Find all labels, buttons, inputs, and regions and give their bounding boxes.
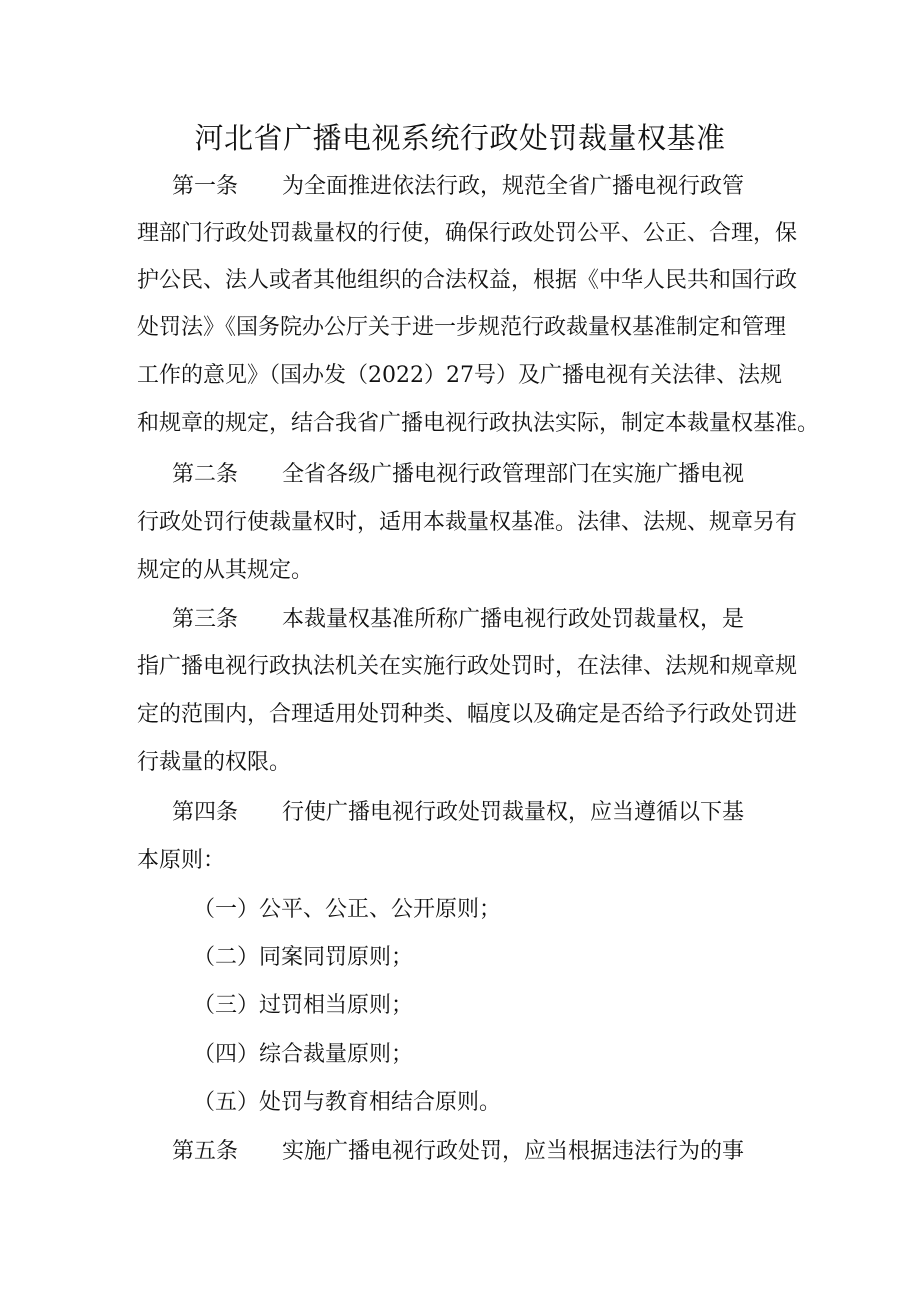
article-2-line: 规定的从其规定。 [137,558,314,583]
article-1-line: 护公民、法人或者其他组织的合法权益，根据《中华人民共和国行政 [137,268,798,293]
principle-item: （三）过罚相当原则； [193,993,414,1018]
article-number: 第三条 [172,607,239,632]
article-number: 第二条 [172,462,239,487]
article-4-heading [172,798,744,828]
article-text: 实施广播电视行政处罚，应当根据违法行为的事 [282,1139,745,1164]
principle-item: （五）处罚与教育相结合原则。 [193,1090,502,1115]
article-3-line: 定的范围内，合理适用处罚种类、幅度以及确定是否给予行政处罚进 [137,702,798,727]
article-number: 第五条 [172,1139,239,1164]
article-2-line: 行政处罚行使裁量权时，适用本裁量权基准。法律、法规、规章另有 [137,510,798,535]
article-3-line: 指广播电视行政执法机关在实施行政处罚时，在法律、法规和规章规 [137,654,798,679]
article-2-heading [172,460,744,490]
principle-item: （四）综合裁量原则； [193,1042,414,1067]
article-text: 行使广播电视行政处罚裁量权，应当遵循以下基 [282,800,745,825]
article-1-heading [172,172,744,202]
article-number: 第四条 [172,800,239,825]
article-1-line: 工作的意见》（国办发（2022）27号）及广播电视有关法律、法规 [137,363,782,388]
article-text: 全省各级广播电视行政管理部门在实施广播电视 [282,462,745,487]
article-4-line: 本原则： [137,848,226,873]
article-1-line: 理部门行政处罚裁量权的行使，确保行政处罚公平、公正、合理，保 [137,221,798,246]
article-3-line: 行裁量的权限。 [137,750,292,775]
principle-item: （一）公平、公正、公开原则； [193,897,502,922]
article-5-heading [172,1137,744,1167]
article-number: 第一条 [172,174,239,199]
principle-item: （二）同案同罚原则； [193,945,414,970]
article-text: 本裁量权基准所称广播电视行政处罚裁量权，是 [282,607,745,632]
document-title: 河北省广播电视系统行政处罚裁量权基准 [194,121,726,155]
article-3-heading [172,605,744,635]
article-1-line: 和规章的规定，结合我省广播电视行政执法实际，制定本裁量权基准。 [137,411,820,436]
article-text: 为全面推进依法行政，规范全省广播电视行政管 [282,174,745,199]
article-1-line: 处罚法》《国务院办公厅关于进一步规范行政裁量权基准制定和管理 [137,315,787,340]
